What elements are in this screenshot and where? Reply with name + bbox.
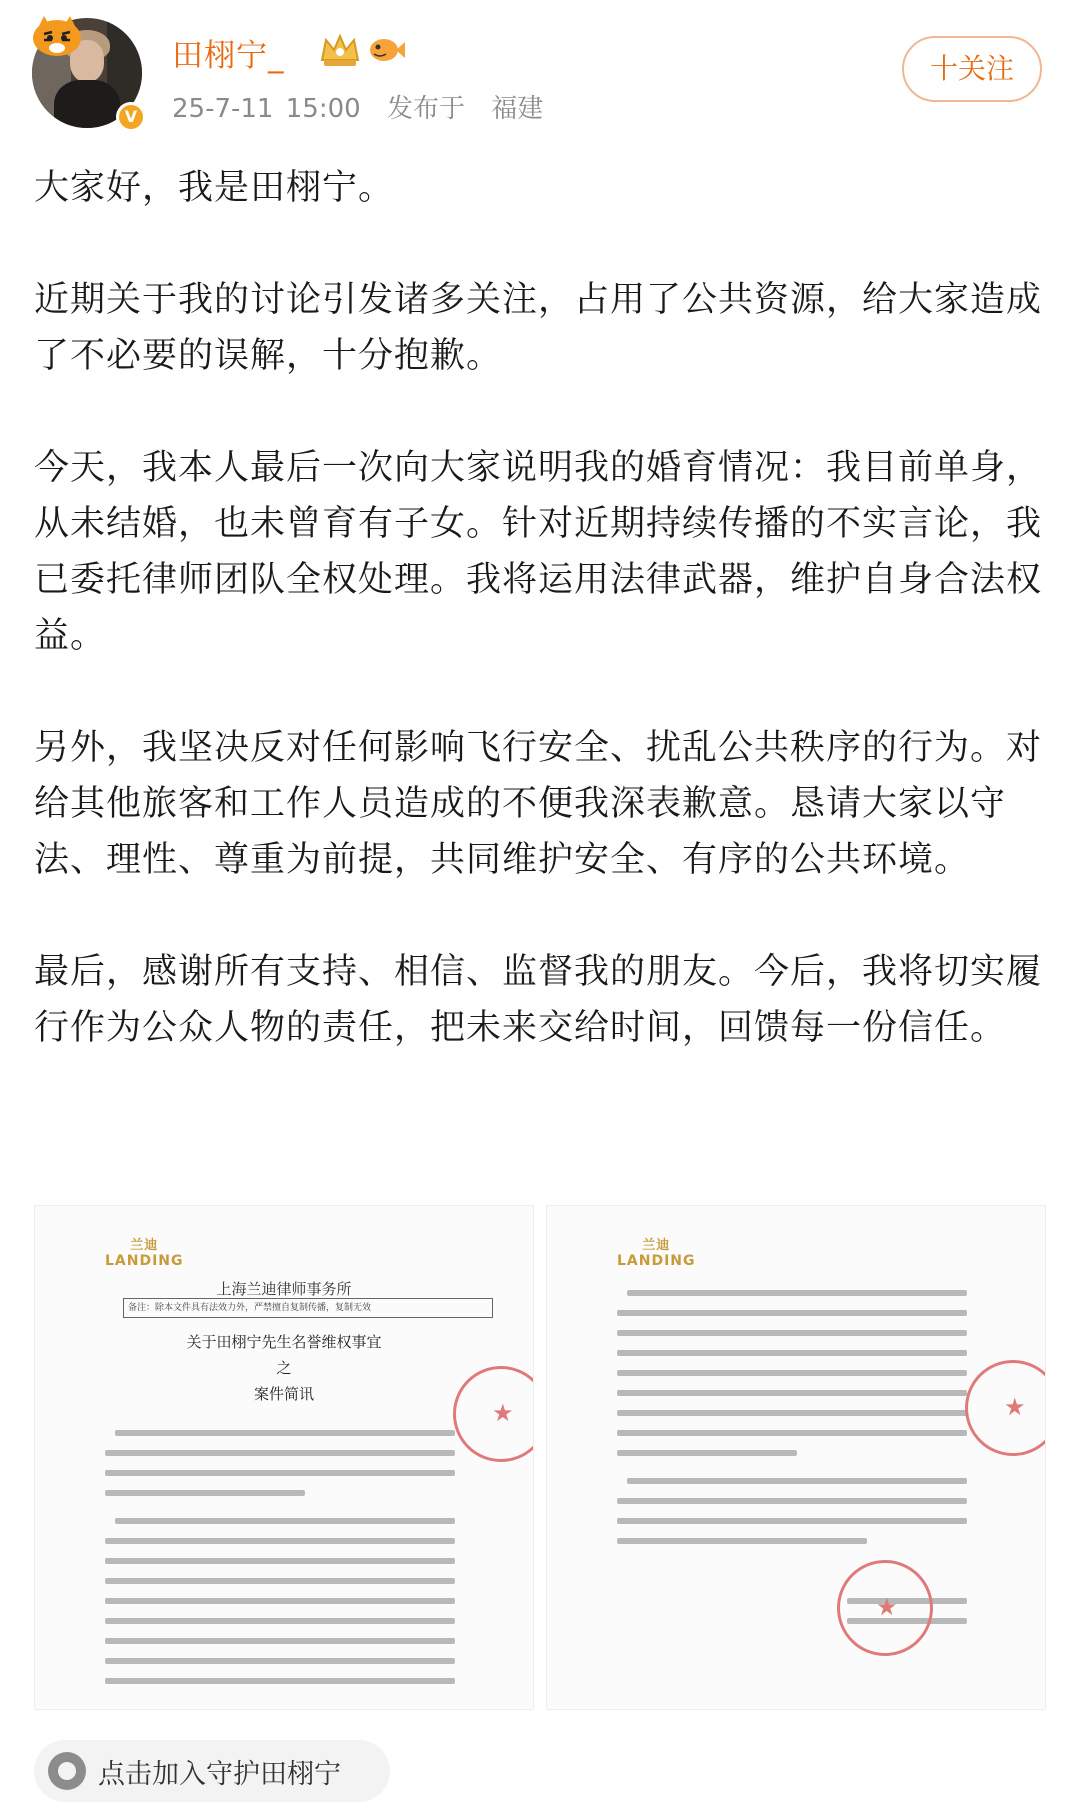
post-meta bbox=[172, 88, 557, 125]
document-firm-name: 上海兰迪律师事务所 bbox=[216, 1280, 352, 1298]
flower-icon bbox=[48, 1752, 86, 1790]
post-images bbox=[34, 1205, 1046, 1710]
fish-badge-icon bbox=[366, 34, 406, 66]
verified-badge-icon: V bbox=[116, 102, 146, 132]
post-header bbox=[0, 0, 1080, 140]
document-notice: 备注：除本文件具有法效力外，严禁擅自复制传播，复制无效 bbox=[123, 1298, 493, 1318]
paragraph: 近期关于我的讨论引发诸多关注，占用了公共资源，给大家造成了不必要的误解，十分抱歉。 bbox=[34, 280, 1043, 376]
avatar[interactable] bbox=[32, 18, 142, 128]
username[interactable]: 田栩宁_ bbox=[172, 38, 285, 74]
tiger-avatar-frame-icon bbox=[28, 10, 86, 60]
legal-document-image-1[interactable] bbox=[34, 1205, 534, 1710]
document-title-conjunction: 之 bbox=[276, 1359, 292, 1377]
document-title: 关于田栩宁先生名誉维权事宜 bbox=[186, 1333, 382, 1351]
vip-crown-badge-icon bbox=[318, 30, 362, 68]
post-body bbox=[34, 160, 1044, 1112]
post-date: 25-7-11 15:00 bbox=[172, 94, 361, 124]
paragraph: 今天，我本人最后一次向大家说明我的婚育情况：我目前单身，从未结婚，也未曾育有子女。针对近期持续传播的不实言论，我已委托律师团队全权处理。我将运用法律武器，维护自身合法权益。 bbox=[34, 448, 1043, 656]
post-location: 福建 bbox=[491, 94, 544, 124]
law-firm-logo: 兰迪 LANDING bbox=[617, 1238, 696, 1269]
paragraph: 大家好，我是田栩宁。 bbox=[34, 168, 395, 208]
legal-document-image-2[interactable] bbox=[546, 1205, 1046, 1710]
red-seal-stamp-icon bbox=[965, 1360, 1046, 1456]
document-subtitle: 案件简讯 bbox=[253, 1385, 314, 1403]
follow-button[interactable]: 十关注 bbox=[902, 36, 1042, 102]
red-seal-stamp-icon bbox=[453, 1366, 534, 1462]
post-location-prefix: 发布于 bbox=[386, 94, 465, 124]
paragraph: 另外，我坚决反对任何影响飞行安全、扰乱公共秩序的行为。对给其他旅客和工作人员造成的不便我深表歉意。恳请大家以守法、理性、尊重为前提，共同维护安全、有序的公共环境。 bbox=[34, 728, 1043, 880]
join-guard-label: 点击加入守护田栩宁 bbox=[98, 1759, 341, 1790]
law-firm-logo: 兰迪 LANDING bbox=[105, 1238, 184, 1269]
paragraph: 最后，感谢所有支持、相信、监督我的朋友。今后，我将切实履行作为公众人物的责任，把未来交给时间，回馈每一份信任。 bbox=[34, 952, 1043, 1048]
red-seal-stamp-icon bbox=[837, 1560, 933, 1656]
join-guard-button[interactable] bbox=[34, 1740, 390, 1802]
